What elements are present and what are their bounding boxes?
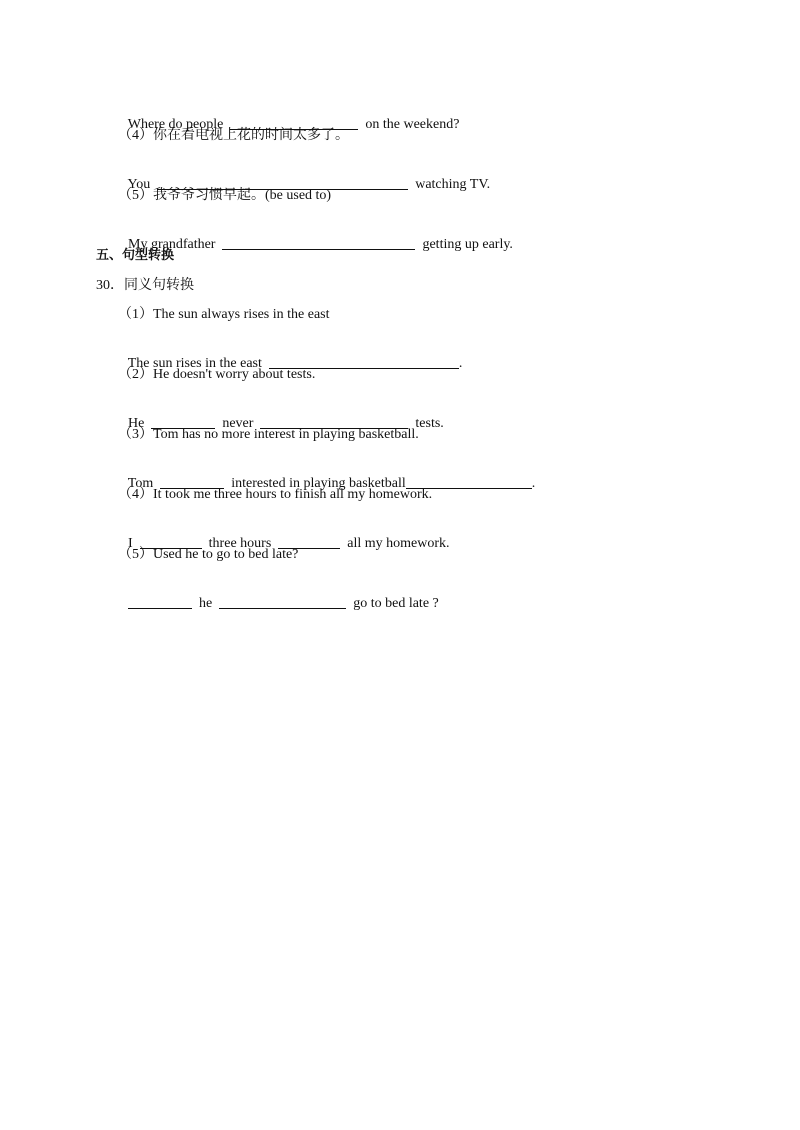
answer-blank[interactable] [222,235,415,250]
text-segment: . [531,476,536,491]
text-segment: He [128,416,145,431]
text-segment: go to bed late ? [353,596,439,611]
answer-blank[interactable] [128,594,192,609]
item1-prompt: （1）The sun always rises in the east [118,307,330,322]
text-segment: My grandfather [128,237,216,252]
item4-prompt: （4）It took me three hours to finish all my homework. [118,487,433,502]
text-segment: getting up early. [422,237,513,252]
item5-answer-line [114,576,439,631]
text-segment: I [128,536,133,551]
text-segment: never [222,416,254,431]
text-segment: The sun rises in the east [127,356,262,371]
question-title: 30．同义句转换 [96,278,194,293]
text-segment: . [458,356,463,371]
item5-prompt: （5）Used he to go to bed late? [118,547,299,562]
text-segment: You [127,177,151,192]
item5-prompt: （5）我爷爷习惯早起。(be used to) [118,188,332,203]
section-heading: 五、句型转换 [96,248,175,263]
text-segment: he [199,596,213,611]
text-segment: interested in playing basketball [231,476,406,491]
answer-blank[interactable] [219,594,346,609]
text-segment: three hours [208,536,272,551]
text-segment: Where do people [127,117,224,132]
text-segment: Tom [127,476,154,491]
text-segment: all my homework. [347,536,450,551]
item4-prompt: （4）你在看电视上花的时间太多了。 [118,128,349,143]
text-segment: tests. [415,416,444,431]
item3-prompt: （3）Tom has no more interest in playing basketball. [118,427,419,442]
text-segment: watching TV. [415,177,491,192]
item2-prompt: （2）He doesn't worry about tests. [118,367,316,382]
text-segment: on the weekend? [365,117,460,132]
